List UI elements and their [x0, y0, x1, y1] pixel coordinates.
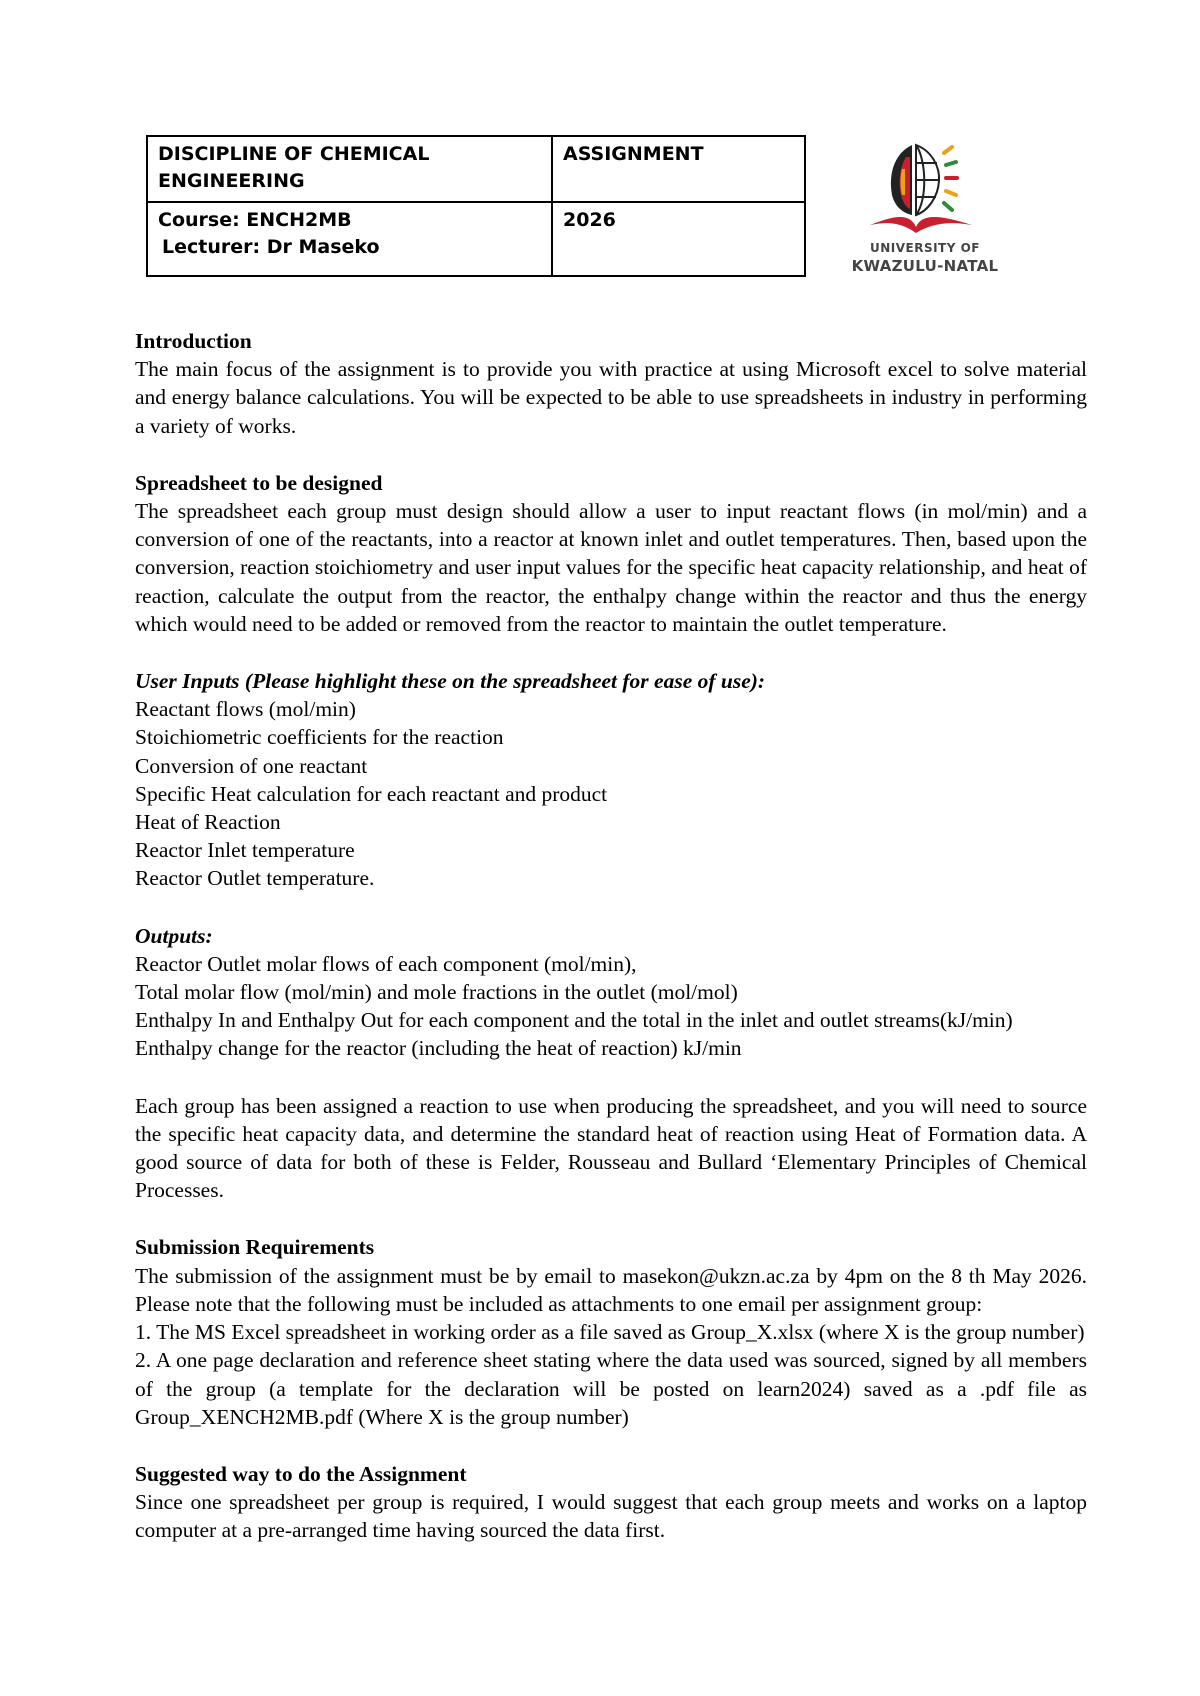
submission-heading: Submission Requirements [135, 1235, 375, 1260]
input-item: Reactor Inlet temperature [135, 838, 355, 863]
suggested-text: Since one spreadsheet per group is required, I would suggest that each group meets and works on a laptop computer at a pre-arranged time having sourced the data first. [135, 1490, 1087, 1543]
input-item: Reactor Outlet temperature. [135, 866, 375, 891]
year-cell: 2026 [552, 202, 805, 276]
input-item: Conversion of one reactant [135, 753, 368, 778]
logo-emblem-icon [840, 133, 1010, 243]
suggested-heading: Suggested way to do the Assignment [135, 1461, 467, 1486]
user-inputs-heading: User Inputs (Please highlight these on the spreadsheet for ease of use): [135, 669, 766, 694]
submission-item-2: 2. A one page declaration and reference sheet stating where the data used was sourced, signed by all members of the group (a template for the declaration will be posted on learn2024) saved as a .pdf file as Group_XENCH2MB.pdf (Where X is the group number) [135, 1348, 1087, 1429]
doc-type-cell: ASSIGNMENT [552, 136, 805, 202]
output-item: Total molar flow (mol/min) and mole fractions in the outlet (mol/mol) [135, 980, 738, 1005]
spreadsheet-text: The spreadsheet each group must design should allow a user to input reactant flows (in mol/min) and a conversion of one of the reactants, into a reactor at known inlet and outlet temperatures. Then, based upon the conversion, reaction stoichiometry and user input values for the specific heat capacity relationship, and heat of reaction, calculate the output from the reactor, the enthalpy change within the reactor and thus the energy which would need to be added or removed from the reactor to maintain the outlet temperature. [135, 499, 1087, 636]
document-body [135, 327, 1087, 1545]
logo-university-of: UNIVERSITY OF [869, 241, 981, 255]
introduction-text: The main focus of the assignment is to provide you with practice at using Microsoft excel to solve material and energy balance calculations. You will be expected to be able to use spreadsheets in industry in performing a variety of works. [135, 357, 1087, 438]
spreadsheet-heading: Spreadsheet to be designed [135, 470, 383, 495]
input-item: Stoichiometric coefficients for the reaction [135, 725, 504, 750]
output-item: Enthalpy change for the reactor (including the heat of reaction) kJ/min [135, 1036, 742, 1061]
submission-text: The submission of the assignment must be by email to masekon@ukzn.ac.za by 4pm on the 8 th May 2026. Please note that the following must be included as attachments to one email per assignment group: [135, 1263, 1087, 1316]
lecturer-name: Lecturer: Dr Maseko [162, 236, 380, 258]
logo-kwazulu-natal: KWAZULU-NATAL [851, 257, 999, 275]
course-code: Course: ENCH2MB [158, 209, 352, 231]
course-cell [147, 202, 552, 276]
introduction-heading: Introduction [135, 329, 252, 353]
university-logo [840, 133, 1010, 283]
discipline-cell: DISCIPLINE OF CHEMICAL ENGINEERING [147, 136, 552, 202]
input-item: Specific Heat calculation for each reactant and product [135, 781, 608, 806]
outputs-heading: Outputs: [135, 923, 213, 948]
output-item: Reactor Outlet molar flows of each component (mol/min), [135, 951, 637, 976]
input-item: Heat of Reaction [135, 810, 281, 835]
header-table [146, 135, 806, 277]
submission-item-1: 1. The MS Excel spreadsheet in working order as a file saved as Group_X.xlsx (where X is the group number) [135, 1320, 1085, 1345]
input-item: Reactant flows (mol/min) [135, 697, 356, 722]
group-assignment-paragraph: Each group has been assigned a reaction to use when producing the spreadsheet, and you will need to source the specific heat capacity data, and determine the standard heat of reaction using Heat of Formation data. A good source of data for both of these is Felder, Rousseau and Bullard ‘Elementary Principles of Chemical Processes. [135, 1093, 1087, 1203]
output-item: Enthalpy In and Enthalpy Out for each component and the total in the inlet and outlet streams(kJ/min) [135, 1008, 1013, 1033]
